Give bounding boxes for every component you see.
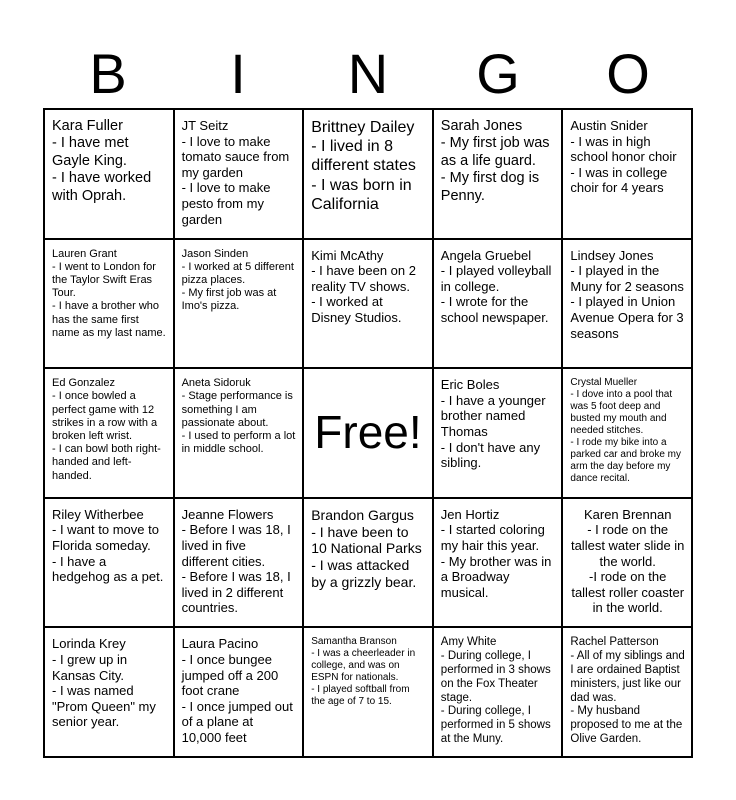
bingo-grid — [43, 108, 693, 758]
free-space-cell — [303, 368, 433, 498]
bingo-cell — [433, 368, 563, 498]
cell-person-name: Crystal Mueller — [570, 377, 638, 389]
cell-fact-line: - Before I was 18, I lived in five different cities. — [181, 522, 291, 569]
bingo-cell — [44, 109, 174, 239]
cell-person-name: Austin Snider — [570, 118, 648, 133]
cell-person-name: Angela Gruebel — [440, 247, 532, 263]
cell-fact-line: - I worked at Disney Studios. — [311, 294, 402, 325]
cell-fact-line: - I was a cheerleader in college, and was on ESPN for nationals. — [311, 648, 416, 684]
cell-person-name: Eric Boles — [440, 377, 500, 393]
cell-person-name: Lauren Grant — [52, 247, 117, 260]
bingo-header — [43, 40, 693, 108]
cell-fact-line: - I have been on 2 reality TV shows. — [311, 263, 416, 294]
bingo-cell — [433, 627, 563, 757]
cell-person-name: Kara Fuller — [52, 118, 123, 134]
cell-person-name: Samantha Branson — [311, 636, 397, 648]
cell-fact-line: - I was attacked by a grizzly bear. — [311, 557, 417, 590]
cell-fact-line: - I played softball from the age of 7 to 15. — [311, 684, 410, 708]
header-letter-b: B — [89, 42, 127, 105]
bingo-cell — [303, 498, 433, 628]
cell-fact-line: - My husband proposed to me at the Olive Garden. — [570, 705, 683, 745]
cell-person-name: Sarah Jones — [440, 118, 523, 134]
cell-person-name: Rachel Patterson — [570, 636, 659, 649]
cell-fact-line: - I lived in 8 different states — [311, 138, 416, 175]
cell-fact-line: - I used to perform a lot in middle school. — [181, 429, 296, 456]
cell-person-name: Ed Gonzalez — [52, 377, 115, 390]
cell-fact-line: - I started coloring my hair this year. — [440, 522, 545, 553]
cell-fact-line: - I was in high school honor choir — [570, 133, 677, 165]
cell-fact-line: -I rode on the tallest roller coaster in the world. — [571, 569, 685, 616]
cell-fact-line: - I don't have any sibling. — [440, 439, 541, 471]
cell-fact-line: - I can bowl both right-handed and left-handed. — [52, 443, 161, 482]
bingo-cell — [174, 368, 304, 498]
bingo-cell — [562, 498, 692, 628]
cell-fact-line: - I have worked with Oprah. — [52, 170, 152, 204]
cell-fact-line: - I love to make tomato sauce from my garden — [181, 133, 290, 180]
cell-fact-line: - I played in the Muny for 2 seasons — [570, 263, 684, 294]
cell-fact-line: - I was named "Prom Queen" my senior year. — [52, 683, 156, 730]
header-letter-g: G — [476, 42, 520, 105]
cell-fact-line: - I rode on the tallest water slide in the world. — [570, 522, 685, 569]
cell-fact-line: - I played in Union Avenue Opera for 3 seasons — [570, 294, 684, 341]
cell-fact-line: - I grew up in Kansas City. — [52, 651, 128, 683]
bingo-cell — [44, 627, 174, 757]
bingo-cell — [174, 627, 304, 757]
cell-fact-line: - I have been to 10 National Parks — [311, 523, 422, 557]
bingo-cell — [44, 239, 174, 369]
cell-person-name: Brittney Dailey — [311, 119, 415, 136]
bingo-cell — [303, 627, 433, 757]
cell-fact-line: - During college, I performed in 3 shows on the Fox Theater stage. — [440, 650, 551, 704]
bingo-cell — [562, 368, 692, 498]
cell-fact-line: - I have a younger brother named Thomas — [440, 392, 546, 439]
header-letter-o: O — [606, 42, 650, 105]
bingo-cell — [562, 109, 692, 239]
cell-fact-line: - Stage performance is something I am passionate about. — [181, 390, 293, 429]
cell-fact-line: - All of my siblings and I are ordained Baptist ministers, just like our dad was. — [570, 650, 685, 704]
cell-fact-line: - I rode my bike into a parked car and broke my arm the day before my dance recital. — [570, 437, 682, 485]
cell-fact-line: - I have a hedgehog as a pet. — [52, 553, 164, 585]
header-letter-n: N — [347, 42, 389, 105]
bingo-cell — [303, 109, 433, 239]
cell-person-name: Riley Witherbee — [52, 506, 144, 522]
cell-fact-line: - I dove into a pool that was 5 foot deep and busted my mouth and needed stitches. — [570, 389, 673, 437]
cell-person-name: Jason Sinden — [181, 247, 249, 260]
cell-fact-line: - I wrote for the school newspaper. — [440, 294, 549, 325]
cell-person-name: Brandon Gargus — [311, 506, 414, 523]
cell-fact-line: - I once bungee jumped off a 200 foot crane — [181, 651, 279, 699]
header-letter-i: I — [230, 42, 246, 105]
bingo-cell — [433, 498, 563, 628]
cell-person-name: Jeanne Flowers — [181, 506, 274, 522]
cell-fact-line: - My first job was as a life guard. — [440, 135, 550, 169]
cell-fact-line: - During college, I performed in 5 shows at the Muny. — [440, 705, 551, 745]
bingo-cell — [433, 239, 563, 369]
cell-person-name: Jen Hortiz — [440, 506, 500, 522]
cell-person-name: JT Seitz — [181, 118, 229, 133]
cell-fact-line: - I once jumped out of a plane at 10,000 feet — [181, 698, 293, 745]
bingo-cell — [433, 109, 563, 239]
bingo-cell — [303, 239, 433, 369]
cell-fact-line: - I played volleyball in college. — [440, 263, 552, 294]
cell-fact-line: - My first job was at Imo's pizza. — [181, 287, 277, 313]
bingo-cell — [174, 239, 304, 369]
cell-person-name: Laura Pacino — [181, 636, 259, 652]
cell-fact-line: - I have met Gayle King. — [52, 135, 129, 169]
bingo-cell — [562, 627, 692, 757]
cell-fact-line: - I have a brother who has the same first name as my last name. — [52, 300, 166, 339]
bingo-cell — [174, 109, 304, 239]
cell-person-name: Lindsey Jones — [570, 247, 654, 263]
bingo-cell — [174, 498, 304, 628]
cell-person-name: Kimi McAthy — [311, 247, 384, 263]
cell-fact-line: - I was in college choir for 4 years — [570, 164, 668, 196]
bingo-cell — [44, 498, 174, 628]
cell-person-name: Lorinda Krey — [52, 636, 126, 652]
cell-fact-line: - I was born in California — [311, 176, 412, 213]
bingo-cell — [562, 239, 692, 369]
cell-fact-line: - I love to make pesto from my garden — [181, 180, 271, 227]
cell-fact-line: - Before I was 18, I lived in 2 different countries. — [181, 569, 291, 616]
cell-person-name: Aneta Sidoruk — [181, 377, 251, 390]
cell-person-name: Karen Brennan — [583, 506, 672, 522]
cell-fact-line: - I went to London for the Taylor Swift Eras Tour. — [52, 260, 156, 300]
cell-fact-line: - My brother was in a Broadway musical. — [440, 553, 552, 600]
cell-person-name: Amy White — [440, 636, 497, 649]
bingo-cell — [44, 368, 174, 498]
cell-fact-line: - I once bowled a perfect game with 12 strikes in a row with a broken left wrist. — [52, 390, 158, 442]
cell-fact-line: - I want to move to Florida someday. — [52, 522, 159, 553]
cell-fact-line: - I worked at 5 different pizza places. — [181, 260, 294, 286]
cell-fact-line: - My first dog is Penny. — [440, 170, 540, 204]
free-space-label: Free! — [314, 406, 422, 459]
